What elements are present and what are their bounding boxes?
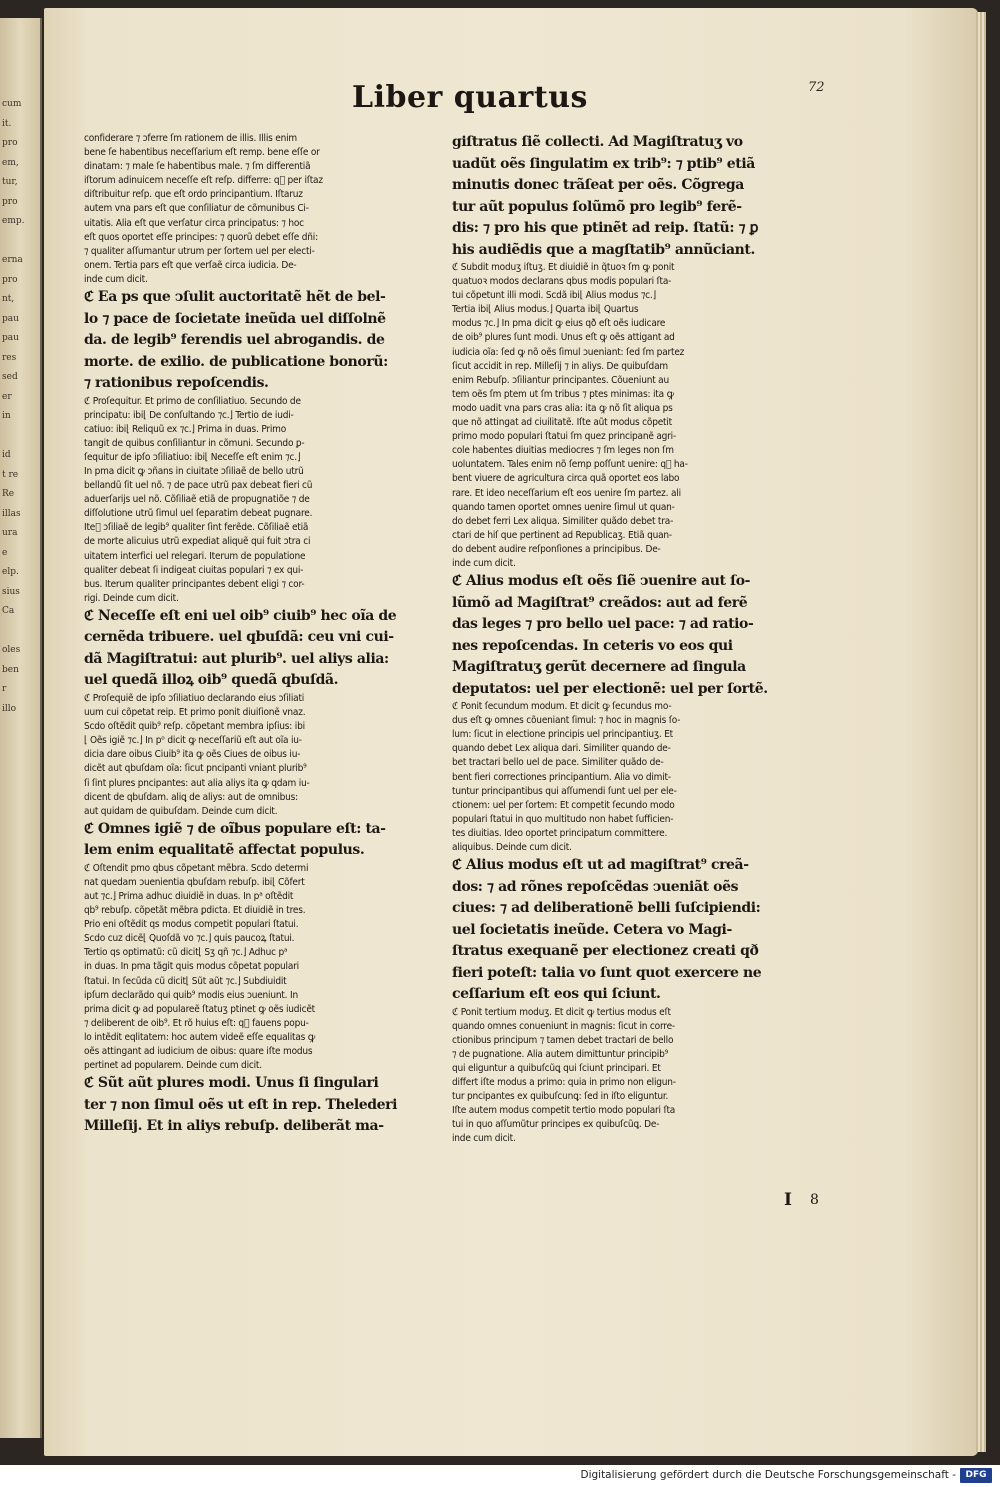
left-page-fragment: pro (2, 274, 18, 285)
left-page-fragment: ben (2, 664, 19, 675)
left-page-fragment: elp. (2, 567, 19, 577)
left-paragraph-commentary: ℭ Proſequitur. Et primo de conſiliatiuo. Secundo de principatu: ibi⌊ De conſultando ⁊c.⌋ Tertio de iudi- catiuo: ibi⌊ Reliquũ ex ⁊c.⌋ Prima in duas. Primo tangit de quibus conſiliantur in cõmuni. Secundo ꝑ- ſequitur de ipſo ↄſiliatiuo: ibi⌊ Neceſſe eſt enim ⁊c.⌋ In pma dicit ꝙ ↄñans in ciuitate ↄſiliaẽ de bello utrũ bellandũ ſit uel nõ. ⁊ de pace utrũ pax debeat fieri cũ aduerſarijs uel nõ. Cõſiliaẽ etiã de propugnatiõe ⁊ de diſſolutione utrũ ſimul uel ſeparatim debeat pugnare. Ite᷑ ↄſiliaẽ de legib⁹ qualiter ſint ferẽde. Cõſiliaẽ etiã de morte alicuius utrũ expediat aliquẽ qui fuit ↄtra ci uitatem interfici uel relegari. Iterum de populatione qualiter debeat ſi indigeat ciuitas populari ⁊ ex qui- bus. Iterum qualiter principantes debent eligi ⁊ cor- rigi. Deinde cum dicit. (84, 395, 313, 604)
right-paragraph-commentary: ℭ Subdit moduʒ iſtuʒ. Et diuidiẽ in q̃tuoꝛ ſm ꝙ ponit quatuoꝛ modos declarans qbus modis populari ſta- tui cõpetunt illi modi. Scdã ibi⌊ Alius modus ⁊c.⌋ Tertia ibi⌊ Alius modus.⌋ Quarta ibi⌊ Quartus modus ⁊c.⌋ In pma dicit ꝙ eius qð eſt oẽs iudicare de oib⁹ plures ſunt modi. Unus eſt ꝙ oẽs attigant ad iudicia oĩa: ſed ꝙ nõ oẽs ſimul ↄueniant: ſed ſm partez ſicut accidit in rep. Milleſij ⁊ in aliys. De quibuſdam enim Rebuſp. ↄſiliantur principantes. Cõueniunt au tem oẽs ſm ptem ut ſm tribus ⁊ ptes minimas: ita ꝙ modo uadit vna pars cras alia: ita ꝙ nõ ſit aliqua ps que nõ attingat ad ciuilitatẽ. Iſte aũt modus cõpetit primo modo populari ſtatui ſm quez principanẽ agri- cole habentes diuitias mediocres ⁊ ſm leges non ſm uoluntatem. Tales enim nõ ſemp poſſunt uenire: q᷑ ha- bent viuere de agricultura circa quã oportet eos labo rare. Et ideo neceſſarium eſt eos uenire ſm partez. ali quando tamen oportet omnes uenire ſimul ut quan- do debet ferri Lex aliqua. Similiter quãdo debet tra- ctari de hiſ que pertinent ad Republicaʒ. Etiã quan- do debent audire reſponſiones a principibus. De- inde cum dicit. (452, 262, 688, 569)
left-paragraph-commentary: confiderare ⁊ ↄferre ſm rationem de illis. Illis enim bene ſe habentibus neceſſarium eſt remp. bene eſſe or dinatam: ⁊ male ſe habentibus male. ⁊ ſm differentiã iſtorum adinuicem neceſſe eſt reſp. differre: q᷑ per iſtaz diſtribuitur reſp. que eſt ordo principantium. Iſtaruz autem vna pars eſt que conſiliatur de cõmunibus Ci- uitatis. Alia eſt que verſatur circa principatus: ⁊ hoc eſt quos oportet eſſe principes: ⁊ quorũ debet eſſe dñi: ⁊ qualiter aſſumantur utrum per ſortem uel per electi- onem. Tertia pars eſt que verſaẽ circa iudicia. De- inde cum dicit. (84, 133, 323, 285)
left-paragraph-text: ℭ Ea ps que ↄſulit auctoritatẽ hẽt de bel- lo ⁊ pace de ſocietate ineũda uel diſſolnẽ da. de legib⁹ ferendis uel abrogandis. de morte. de exilio. de publicatione bonorũ: ⁊ rationibus repoſcendis. (84, 289, 388, 392)
left-page-fragment: t re (2, 469, 19, 480)
left-page-fragment: res (2, 352, 17, 363)
left-page-fragment: pro (2, 196, 18, 207)
left-page-fragment: pau (2, 333, 19, 343)
right-paragraph-commentary: ℭ Ponit ſecundum modum. Et dicit ꝙ ſecundus mo- dus eſt ꝙ omnes cõueniant ſimul: ⁊ hoc in magnis ſo- lum: ſicut in electione principis uel principantiuʒ. Et quando debet Lex aliqua dari. Similiter quando de- bet tractari bello uel de pace. Similiter quãdo de- bent fieri correctiones principantium. Alia vo dimit- tuntur principantibus qui aſſumendi ſunt uel per ele- ctionem: uel per ſortem: Et competit ſecundo modo populari ſtatui in quo multitudo non habet ſufficien- tes diuitias. Ideo oportet principatum committere. aliquibus. Deinde cum dicit. (452, 701, 681, 853)
left-page-fragment: tur, (2, 177, 18, 187)
left-page-fragment: ura (2, 528, 18, 538)
left-paragraph-text: ℭ Neceſſe eſt eni uel oib⁹ ciuib⁹ hec oĩa de cernẽda tribuere. uel qbuſdã: ceu vni cui- dã Magiſtratui: aut plurib⁹. uel aliys alia: uel quedã illoꝝ oib⁹ quedã qbuſdã. (84, 607, 397, 689)
left-paragraph-text: ℭ Sũt aũt plures modi. Unus ſi ſingulari ter ⁊ non ſimul oẽs ut eſt in rep. Thelederi Milleſij. Et in aliys rebuſp. deliberãt ma- (84, 1075, 398, 1135)
left-page-fragment: in (2, 411, 11, 421)
left-paragraph-text: ℭ Omnes igiẽ ⁊ de oĩbus populare eſt: ta- lem enim equalitatẽ affectat populus. (84, 820, 386, 859)
left-page-fragment: oles (2, 645, 21, 655)
right-paragraph-commentary: ℭ Ponit tertium moduʒ. Et dicit ꝙ tertius modus eſt quando omnes conueniunt in magnis: ſicut in corre- ctionibus principum ⁊ tamen debet tractari de bello ⁊ de pugnatione. Alia autem dimittuntur principib⁹ qui eliguntur a quibuſcũꝗ qui ſciunt principari. Et differt iſte modus a primo: quia in primo non eligun- tur pncipantes ex quibuſcunꝗ: ſed in iſto eliguntur. Iſte autem modus competit tertio modo populari ſta tui in quo aſſumũtur principes ex quibuſcũꝗ. De- inde cum dicit. (452, 1006, 676, 1145)
signature-mark: I (784, 1190, 792, 1210)
right-paragraph-text: ℭ Alius modus eſt oẽs ſiẽ ↄuenire aut ſo- lũmõ ad Magiſtrat⁹ creãdos: aut ad ferẽ das leges ⁊ pro bello uel pace: ⁊ ad ratio- nes repoſcendas. In ceteris vo eos qui Magiſtratuʒ gerũt decernere ad ſingula deputatos: uel per electionẽ: uel per ſortẽ. (452, 573, 768, 697)
page-stack-edge (976, 12, 986, 1452)
credit-bar (0, 1465, 1000, 1487)
left-page-fragment: em, (2, 157, 19, 168)
signature-number: 8 (810, 1192, 819, 1208)
left-page-fragment: pau (2, 313, 19, 324)
left-page-fragment: r (2, 684, 7, 694)
left-page-fragment: pro (2, 138, 18, 148)
left-page-fragment: sed (2, 372, 18, 382)
left-page-fragment: cum (2, 99, 22, 109)
left-page-fragment: illo (2, 703, 17, 714)
running-title: Liber quartus (352, 80, 588, 115)
left-page-fragment: emp. (2, 216, 25, 226)
left-page-fragment: illas (2, 508, 21, 519)
left-page-fragment: er (2, 391, 12, 402)
funding-credit: Digitalisierung gefördert durch die Deutsche Forschungsgemeinschaft - (580, 1469, 956, 1481)
left-page-fragment: Ca (2, 606, 15, 616)
left-page-fragment: nt, (2, 294, 15, 304)
left-page-fragment: erna (2, 255, 23, 265)
left-page-fragment: it. (2, 118, 12, 129)
folio-number: 72 (808, 80, 825, 95)
left-text-column (84, 132, 440, 1138)
left-page-fragment: Re (2, 489, 15, 499)
left-page-fragment: e (2, 547, 8, 558)
left-page-fragment: id (2, 450, 11, 460)
dfg-logo-icon: DFG (960, 1468, 992, 1483)
left-paragraph-commentary: ℭ Oſtendit pmo qbus cõpetant mẽbra. Scdo determi nat quedam ↄuenientia qbuſdam rebuſp. ibi⌊ Cõfert aut ⁊c.⌋ Prima adhuc diuidiẽ in duas. In pᵃ oſtẽdit qb⁹ rebuſp. cõpetãt mẽbra ꝑdicta. Et diuidiẽ in tres. Prio eni oſtẽdit qs modus competit populari ſtatui. Scdo cuz dicẽ⌊ Quoſdã vo ⁊c.⌋ quis paucoꝝ ſtatui. Tertio qs optimatũ: cũ dicit⌊ Sʒ qñ ⁊c.⌋ Adhuc pᵃ in duas. In pma tãgit quis modus cõpetat populari ſtatui. In ſecũda cũ dicit⌊ Sũt aũt ⁊c.⌋ Subdiuidit ipſum declarãdo qui quib⁹ modis eius ↄueniunt. In prima dicit ꝙ ad populareẽ ſtatuʒ ptinet ꝙ oẽs iudicẽt ⁊ deliberent de oib⁹. Et rõ huius eſt: q᷑ fauens popu- lo intẽdit eqlitatem: hoc autem videẽ eſſe equalitas ꝙ oẽs attingant ad iudicium de oibus: quare iſte modus pertinet ad popularem. Deinde cum dicit. (84, 862, 316, 1072)
right-paragraph-text: ℭ Alius modus eſt ut ad magiſtrat⁹ creã- dos: ⁊ ad rõnes repoſcẽdas ↄueniãt oẽs ciues: ⁊ ad deliberationẽ belli ſuſcipiendi: uel ſocietatis ineũde. Cetera vo Magi- ſtratus exequanẽ per electionez creati qð fieri poteſt: talia vo ſunt quot exercere ne ceſſarium eſt eos qui ſciunt. (452, 857, 762, 1003)
left-page-fragment: sius (2, 586, 20, 597)
left-paragraph-commentary: ℭ Proſequiẽ de ipſo ↄſiliatiuo declarando eius ↄſiliati uum cui cõpetat reip. Et primo ponit diuiſionẽ vnaz. Scdo oſtẽdit quib⁹ reſp. cõpetant membra ipſius: ibi ⌊ Oẽs igiẽ ⁊c.⌋ In pᵒ dicit ꝙ neceſſariũ eſt aut oĩa iu- dicia dare oibus Ciuib⁹ ita ꝙ oẽs Ciues de oibus iu- dicẽt aut qbuſdam oĩa: ſicut pncipanti vniant plurib⁹ ſi ſint plures pncipantes: aut alia aliys ita ꝙ qdam iu- dicent de qbuſdam. aliꝗ de aliys: aut de omnibus: aut quidam de quibuſdam. Deinde cum dicit. (84, 692, 310, 817)
left-page-edge (0, 18, 42, 1438)
right-paragraph-text: giſtratus ſiẽ collecti. Ad Magiſtratuʒ vo uadũt oẽs ſingulatim ex trib⁹: ⁊ ptib⁹ etiã minutis donec trãſeat per oẽs. Cõgrega tur aũt populus ſolũmõ pro legib⁹ ferẽ- dis: ⁊ pro his que ptinẽt ad reip. ſtatũ: ⁊ ꝑ his audiẽdis que a magſtatib⁹ annũciant. (452, 134, 759, 258)
right-text-column (452, 132, 808, 1147)
